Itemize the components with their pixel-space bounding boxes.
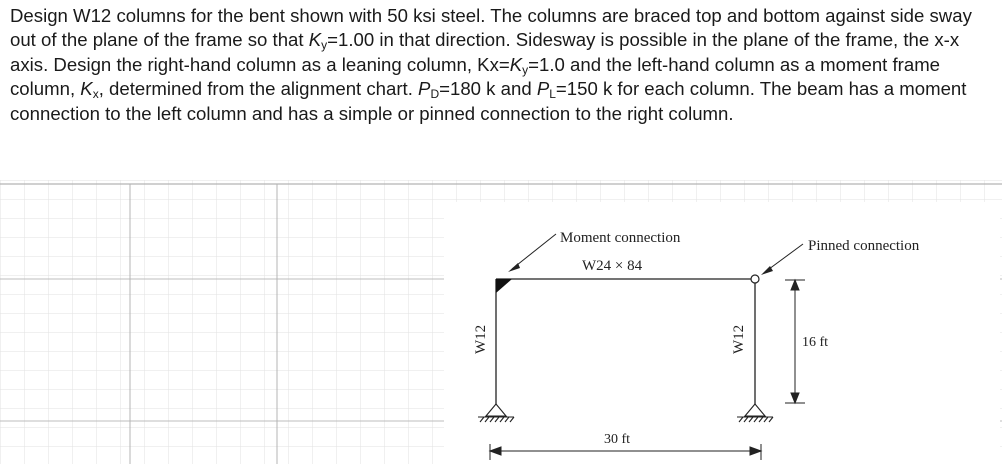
pl-subscript: L: [549, 87, 556, 102]
problem-statement: [10, 4, 995, 126]
problem-text-6: =150 k for each column. The beam has a moment connection to the left column and has a simple or pinned connection to the right column.: [10, 78, 967, 124]
span-label: 30 ft: [604, 432, 631, 447]
pl-symbol: P: [536, 78, 550, 100]
problem-text-4: , determined from the alignment chart.: [98, 78, 419, 100]
pd-subscript: D: [430, 87, 440, 102]
ky-subscript: y: [321, 38, 328, 53]
height-label: 16 ft: [802, 335, 829, 350]
left-column-label: W12: [473, 324, 489, 354]
beam-section-label: W24 × 84: [582, 258, 643, 274]
pd-symbol: P: [418, 78, 431, 100]
pinned-connection-hinge: [751, 275, 759, 283]
problem-text-2: =1.00 in that direction. Sidesway is possible in the plane of the frame, the x-x axis. Design the right-hand column as a leaning column, Kx=: [10, 29, 960, 75]
pinned-connection-label: Pinned connection: [808, 238, 920, 254]
kx-subscript: x: [92, 87, 99, 102]
kx-symbol: K: [80, 78, 93, 100]
problem-text-5: =180 k and: [439, 78, 537, 100]
ky-symbol: K: [308, 29, 322, 51]
moment-connection-label: Moment connection: [560, 230, 681, 246]
frame-figure: [0, 180, 1002, 464]
ky-symbol-2: K: [509, 53, 523, 75]
problem-text-1: Design W12 columns for the bent shown with 50 ksi steel. The columns are braced top and bottom against side sway out of the plane of the frame so that: [10, 5, 972, 51]
right-column-label: W12: [731, 324, 747, 354]
ky-subscript-2: y: [522, 62, 529, 77]
problem-text-3: =1.0 and the left-hand column as a moment frame column,: [10, 53, 941, 100]
